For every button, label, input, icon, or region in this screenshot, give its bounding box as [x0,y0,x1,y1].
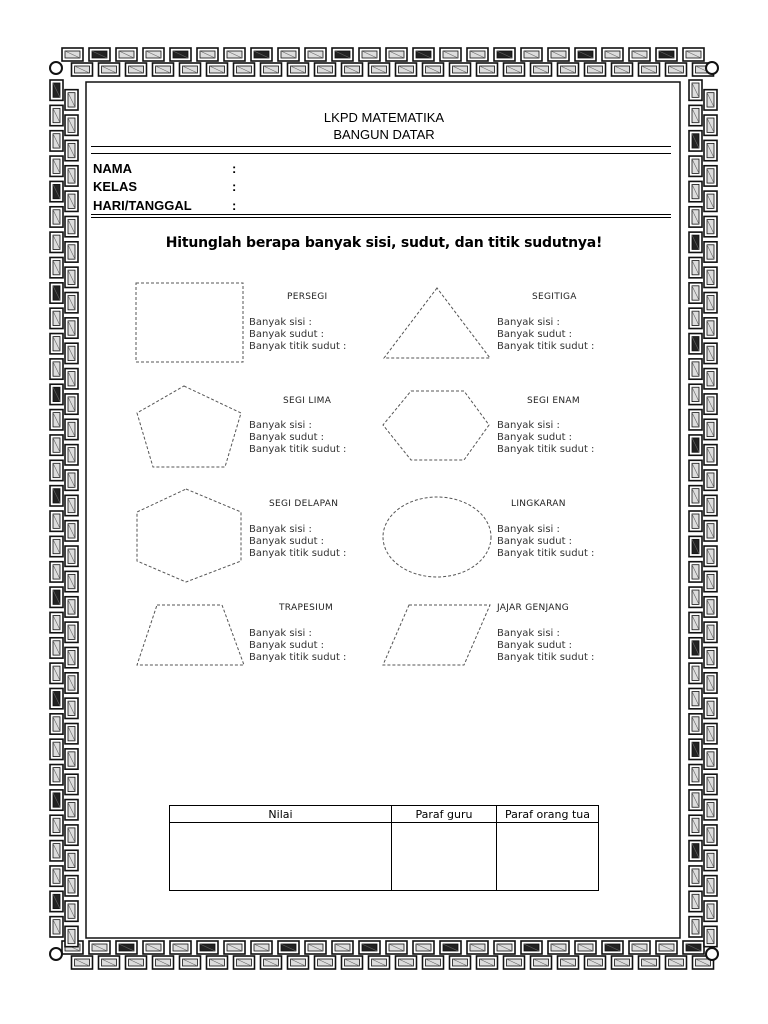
border-link [423,956,444,969]
border-link [396,63,417,76]
sudut-label: Banyak sudut : [497,640,573,651]
border-link [450,63,471,76]
border-link [477,956,498,969]
border-link [65,926,78,946]
border-link [629,941,650,954]
border-link [704,343,717,363]
border-link [704,774,717,794]
border-link [50,663,63,683]
border-link [704,216,717,236]
border-link [65,571,78,591]
border-link [704,495,717,515]
border-link [99,63,120,76]
border-link [704,926,717,946]
sudut-label: Banyak sudut : [249,536,325,547]
border-link [612,956,633,969]
shape-title-segitiga: SEGITIGA [532,292,577,302]
header-divider [91,214,671,215]
border-link [689,511,702,531]
border-link [50,688,63,708]
border-link [386,48,407,61]
field-label-kelas: KELAS [93,179,138,194]
border-link [315,63,336,76]
shape-info-trapesium [249,628,346,664]
sudut-label: Banyak sudut : [497,329,573,340]
border-link [704,597,717,617]
border-link [689,587,702,607]
score-table-body-row [170,823,599,891]
border-link [65,343,78,363]
border-link [689,790,702,810]
border-link [704,90,717,110]
field-colon-nama: : [232,161,237,176]
border-link [531,956,552,969]
border-link [116,48,137,61]
sisi-label: Banyak sisi : [497,628,560,639]
border-link [207,956,228,969]
border-link [126,956,147,969]
titik-sudut-label: Banyak titik sudut : [497,548,595,559]
page-subtitle: BANGUN DATAR [333,127,435,142]
border-link [689,460,702,480]
border-link [467,48,488,61]
border-link [65,191,78,211]
border-link [704,825,717,845]
border-link [261,956,282,969]
border-link [65,825,78,845]
border-link [689,257,702,277]
sudut-label: Banyak sudut : [497,432,573,443]
border-link [704,673,717,693]
border-link [689,815,702,835]
border-link [65,901,78,921]
border-link [369,63,390,76]
border-link [548,941,569,954]
border-link [359,48,380,61]
border-link [413,941,434,954]
border-link [305,941,326,954]
border-link [50,765,63,785]
border-link [62,48,83,61]
border-link [126,63,147,76]
border-link [602,941,623,954]
border-link [689,435,702,455]
border-link [689,207,702,227]
border-link [50,257,63,277]
border-link [704,318,717,338]
double-separator-line [91,146,671,154]
border-link [65,445,78,465]
border-link [477,63,498,76]
border-link [278,48,299,61]
border-link [180,63,201,76]
sisi-label: Banyak sisi : [497,524,560,535]
shape-info-segitiga [497,317,594,353]
field-colon-kelas: : [232,179,237,194]
border-link [65,470,78,490]
border-link [65,774,78,794]
border-link [65,318,78,338]
border-link [251,941,272,954]
border-link [65,419,78,439]
border-link [342,63,363,76]
border-link [332,48,353,61]
border-link [278,941,299,954]
border-link [50,80,63,100]
border-link [65,495,78,515]
border-link [332,941,353,954]
border-link [65,394,78,414]
border-link [50,917,63,937]
border-link [197,941,218,954]
border-link [288,956,309,969]
border-link [704,394,717,414]
border-link [65,597,78,617]
border-link [50,815,63,835]
border-link [89,48,110,61]
nilai-header: Nilai [170,806,392,823]
border-link [143,941,164,954]
corner-ring [50,948,62,960]
border-link [65,622,78,642]
border-link [50,638,63,658]
nilai-cell[interactable] [170,823,392,891]
border-link [689,739,702,759]
border-link [494,48,515,61]
page-title: LKPD MATEMATIKA [323,110,445,125]
score-table-header-row [170,806,599,823]
border-link [50,207,63,227]
border-link [689,562,702,582]
border-link [50,841,63,861]
border-link [639,63,660,76]
border-link [65,749,78,769]
border-link [521,941,542,954]
border-link [65,216,78,236]
border-link [116,941,137,954]
border-link [602,48,623,61]
border-link [251,48,272,61]
border-link [531,63,552,76]
border-link [689,359,702,379]
border-link [704,445,717,465]
border-link [50,410,63,430]
border-link [65,90,78,110]
sisi-label: Banyak sisi : [497,420,560,431]
corner-ring [706,948,718,960]
border-link [689,486,702,506]
shape-title-segi-lima: SEGI LIMA [283,396,332,406]
border-link [548,48,569,61]
border-link [639,956,660,969]
border-link [666,63,687,76]
border-link [50,790,63,810]
border-link [575,941,596,954]
border-link [65,293,78,313]
shape-title-segi-delapan: SEGI DELAPAN [269,499,339,509]
sudut-label: Banyak sudut : [249,329,325,340]
border-link [180,956,201,969]
titik-sudut-label: Banyak titik sudut : [497,341,595,352]
border-link [521,48,542,61]
border-link [704,850,717,870]
titik-sudut-label: Banyak titik sudut : [497,652,595,663]
shape-title-lingkaran: LINGKARAN [511,499,566,509]
border-link [612,63,633,76]
sudut-label: Banyak sudut : [497,536,573,547]
border-link [585,63,606,76]
border-link [689,866,702,886]
border-link [50,384,63,404]
border-link [50,460,63,480]
sisi-label: Banyak sisi : [249,317,312,328]
border-link [50,283,63,303]
border-link [689,80,702,100]
paraf-orang-tua-cell[interactable] [497,823,599,891]
border-link [704,622,717,642]
border-link [65,876,78,896]
border-link [50,435,63,455]
border-link [170,48,191,61]
shape-title-jajar-genjang: JAJAR GENJANG [497,603,570,613]
border-link [396,956,417,969]
border-link [440,48,461,61]
border-link [65,166,78,186]
sisi-label: Banyak sisi : [249,628,312,639]
border-link [342,956,363,969]
border-link [65,850,78,870]
border-link [558,956,579,969]
shape-info-lingkaran [497,524,594,560]
shape-title-trapesium: TRAPESIUM [279,603,334,613]
border-link [704,166,717,186]
shape-title-persegi: PERSEGI [287,292,328,302]
border-link [704,724,717,744]
border-link [683,48,704,61]
border-link [704,293,717,313]
border-link [261,63,282,76]
border-link [89,941,110,954]
corner-ring [706,62,718,74]
field-label-hari-tanggal: HARI/TANGGAL [93,198,192,213]
shape-info-segi-enam [497,420,594,456]
border-link [704,901,717,921]
border-link [440,941,461,954]
border-link [65,698,78,718]
border-link [689,841,702,861]
border-link [50,359,63,379]
border-link [65,267,78,287]
border-link [50,739,63,759]
border-link [423,63,444,76]
border-link [689,410,702,430]
border-link [689,283,702,303]
border-link [629,48,650,61]
border-link [170,941,191,954]
border-link [288,63,309,76]
border-link [689,891,702,911]
border-link [207,63,228,76]
border-link [666,956,687,969]
border-link [50,714,63,734]
score-table [169,805,599,891]
border-link [689,181,702,201]
border-link [704,749,717,769]
sudut-label: Banyak sudut : [249,432,325,443]
titik-sudut-label: Banyak titik sudut : [249,444,347,455]
border-link [704,267,717,287]
instruction-text: Hitunglah berapa banyak sisi, sudut, dan titik sudutnya! [165,235,603,251]
border-link [50,486,63,506]
paraf-guru-cell[interactable] [392,823,497,891]
border-link [65,369,78,389]
border-link [50,511,63,531]
border-link [689,308,702,328]
border-link [689,765,702,785]
border-link [494,941,515,954]
border-link [450,956,471,969]
border-link [50,612,63,632]
border-link [467,941,488,954]
border-link [413,48,434,61]
border-link [689,688,702,708]
border-link [575,48,596,61]
border-link [585,956,606,969]
border-link [689,156,702,176]
border-link [689,917,702,937]
border-link [704,647,717,667]
border-link [689,536,702,556]
sisi-label: Banyak sisi : [497,317,560,328]
border-link [153,63,174,76]
border-link [305,48,326,61]
border-link [704,546,717,566]
border-link [689,384,702,404]
border-link [689,612,702,632]
border-link [50,866,63,886]
border-link [704,800,717,820]
border-link [234,63,255,76]
border-link [704,369,717,389]
border-link [65,800,78,820]
border-link [234,956,255,969]
border-link [65,521,78,541]
border-link [99,956,120,969]
border-link [197,48,218,61]
border-link [224,941,245,954]
border-link [704,470,717,490]
shape-info-segi-lima [249,420,346,456]
border-link [50,181,63,201]
border-link [704,419,717,439]
border-link [72,956,93,969]
titik-sudut-label: Banyak titik sudut : [249,341,347,352]
border-link [50,308,63,328]
border-link [50,891,63,911]
border-link [504,956,525,969]
border-link [65,546,78,566]
border-link [704,140,717,160]
border-link [504,63,525,76]
field-colon-hari-tanggal: : [232,198,237,213]
shape-title-segi-enam: SEGI ENAM [527,396,580,406]
shape-info-segi-delapan [249,524,346,560]
border-link [72,63,93,76]
sisi-label: Banyak sisi : [249,420,312,431]
border-link [224,48,245,61]
header-divider-2 [91,217,671,218]
border-link [50,562,63,582]
corner-ring [50,62,62,74]
border-link [689,714,702,734]
border-link [704,698,717,718]
shape-info-jajar-genjang [497,628,594,664]
paraf-guru-header: Paraf guru [392,806,497,823]
sudut-label: Banyak sudut : [249,640,325,651]
border-link [689,638,702,658]
border-link [704,521,717,541]
border-link [359,941,380,954]
titik-sudut-label: Banyak titik sudut : [249,548,347,559]
border-link [50,536,63,556]
border-link [50,587,63,607]
border-link [656,48,677,61]
paraf-orang-tua-header: Paraf orang tua [497,806,599,823]
border-link [50,156,63,176]
border-link [704,191,717,211]
border-link [50,334,63,354]
titik-sudut-label: Banyak titik sudut : [249,652,347,663]
border-link [558,63,579,76]
border-link [386,941,407,954]
border-link [65,647,78,667]
border-link [65,724,78,744]
border-link [153,956,174,969]
border-link [656,941,677,954]
border-link [683,941,704,954]
border-link [143,48,164,61]
border-link [689,334,702,354]
border-link [315,956,336,969]
field-label-nama: NAMA [93,161,132,176]
border-link [704,571,717,591]
sisi-label: Banyak sisi : [249,524,312,535]
border-link [65,673,78,693]
border-link [704,876,717,896]
border-link [369,956,390,969]
border-link [689,663,702,683]
titik-sudut-label: Banyak titik sudut : [497,444,595,455]
border-link [65,140,78,160]
shape-info-persegi [249,317,346,353]
